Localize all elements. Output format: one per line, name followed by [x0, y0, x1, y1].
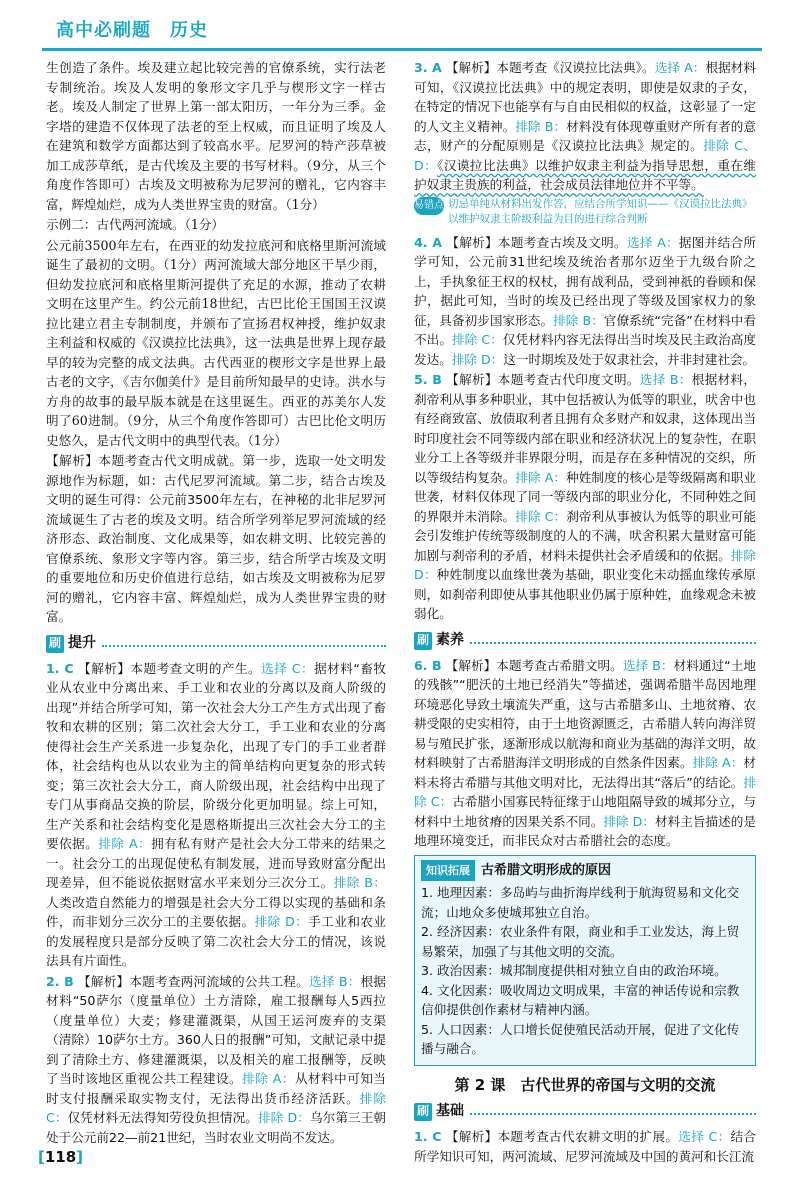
- answer-q6: 6. B 【解析】本题考查古希腊文明。选择 B：材料通过“土地的残骸”“肥沃的土地已经消失”等描述，强调希腊半岛因地理环境恶化导致土壤流失严重，这与古希腊多山、土地贫瘠、农耕受限的史实相符，由于土地资源匮乏，古希腊人转向海洋贸易与殖民扩张，逐渐形成以航海和商业为基础的海洋文明，故材料映射了古希腊海洋文明形成的自然条件因素。排除 A：材料未将古希腊与其他文明对比，无法得出其“落后”的结论。排除 C：古希腊小国寡民特征缘于山地阻隔导致的城邦分立，与材料中土地贫瘠的因果关系不同。排除 D：材料主旨描述的是地理环境变迁，而非民众对古希腊社会的态度。: [414, 657, 757, 848]
- knowledge-item: 2. 经济因素：农业条件有限，商业和手工业发达，海上贸易繁荣，加强了与其他文明的交流。: [421, 924, 740, 959]
- answer-number: 1. C: [414, 1129, 442, 1144]
- answer-q1: 1. C 【解析】本题考查文明的产生。选择 C：据材料“畜牧业从农业中分离出来、手工业和农业的分离以及商人阶级的出现”并结合所学可知，第一次社会大分工产生方式出现了畜牧和农耕的区别；第二次社会大分工，手工业和农业的分离使得社会生产关系进一步复杂化，出现了专门的手工业者群体，社会结构也从以农业为主的简单结构向更复杂的形式转变；第三次社会大分工，商人阶级出现，社会结构中出现了专门从事商品交换的阶层，阶级分化更加明显。综上可知，生产关系和社会结构变化是恩格斯提出三次社会大分工的主要依据。排除 A：拥有私有财产是社会大分工带来的结果之一。社会分工的出现促使私有制发展，进而导致财富分配出现差异，但不能说依据财富水平来划分三次分工。排除 B：人类改造自然能力的增强是社会大分工得以实现的基础和条件，而非划分三次分工的主要依据。排除 D：手工业和农业的发展程度只是部分反映了第二次社会大分工的情况，该说法具有片面性。: [46, 660, 387, 968]
- error-note: [414, 197, 756, 227]
- analysis-paragraph: 【解析】本题考查古代文明成就。第一步，选取一处文明发源地作为标题，如：古代尼罗河流域。第二步，结合古埃及文明的诞生可得：公元前3500年左右，在神秘的北非尼罗河流域诞生了古老的埃及文明。结合所学列举尼罗河流域的经济形态、政治制度、文化成果等，如农耕文明、比较完善的官僚系统、象形文字等内容。第三步，结合所学古埃及文明的重要地位和历史价值进行总结，如古埃及文明被称为尼罗河的赠礼，它内容丰富、辉煌灿烂，成为人类世界宝贵的财富。: [46, 453, 386, 624]
- section-header-suyang: [414, 630, 756, 652]
- header-rule: [42, 48, 762, 51]
- answer-paragraph: 示例二：古代两河流域。（1分）: [46, 217, 225, 232]
- note-badge: 易错点: [414, 197, 444, 215]
- knowledge-title: 古希腊文明形成的原因: [481, 862, 612, 878]
- answer-q4: 4. A 【解析】本题考查古埃及文明。选择 A：据图并结合所学可知，公元前31世纪埃及统治者那尔迈坐于九级台阶之上，手执象征王权的权杖，拥有战利品，受到神祇的眷顾和保护，据此可知，当时的埃及已经出现了等级及国家权力的象征，具备初步国家形态。排除 B：官僚系统“完备”在材料中看不出。排除 C：仅凭材料内容无法得出当时埃及民主政治高度发达。排除 D：这一时期埃及处于奴隶社会，并非封建社会。: [414, 234, 757, 367]
- answer-q3: 3. A 【解析】本题考查《汉谟拉比法典》。选择 A：根据材料可知，《汉谟拉比法典》中的规定表明，即使是奴隶的子女，在特定的情况下也能享有与自由民相似的权益，这彰显了一定的人文主义精神。排除 B：材料没有体现尊重财产所有者的意志，财产的分配原则是《汉谟拉比法典》规定的。排除 C、D：《汉谟拉比法典》以维护奴隶主利益为指导思想，重在维护奴隶主贵族的利益，社会成员法律地位并不平等。: [414, 60, 757, 192]
- answer-number: 4. A: [414, 234, 442, 250]
- answer-number: 6. B: [414, 657, 442, 673]
- knowledge-box: [414, 855, 756, 1066]
- section-badge: 刷: [414, 1103, 432, 1121]
- section-label: 基础: [436, 1103, 464, 1120]
- knowledge-tag: 知识拓展: [421, 860, 475, 882]
- section-label: 提升: [68, 634, 96, 651]
- section-badge: 刷: [46, 635, 64, 653]
- answer-number: 3. A: [414, 60, 442, 75]
- knowledge-item: 5. 人口因素：人口增长促使殖民活动开展，促进了文化传播与融合。: [421, 1021, 740, 1056]
- answer-q5: 5. B 【解析】本题考查古代印度文明。选择 B：根据材料，刹帝利从事多种职业，其中包括被认为低等的职业，吠舍中也有经商致富、放债取利者且拥有众多财产和奴隶，这体现出当时印度社会不同等级内部在职业和经济状况上的复杂性，在职业分工上各等级并非界限分明，而是存在多种情况的交织，所以等级结构复杂。排除 A：种姓制度的核心是等级隔离和职业世袭，材料仅体现了同一等级内部的职业分化，不同种姓之间的界限并未消除。排除 C：刹帝利从事被认为低等的职业可能会引发维护传统等级制度的人的不满，吠舍积累大量财富可能加剧与刹帝利的矛盾，材料未提供社会矛盾缓和的依据。排除 D：种姓制度以血缘世袭为基础，职业变化未动摇血缘传承原则，如刹帝利即使从事其他职业仍属于原种姓，血缘观念未被弱化。: [414, 372, 757, 621]
- lesson-title: 第 2 课 古代世界的帝国与文明的交流: [454, 1075, 716, 1094]
- section-header-tisheng: [46, 633, 386, 655]
- page-header: [42, 6, 762, 46]
- answer-number: 5. B: [414, 372, 442, 387]
- answer-paragraph: 公元前3500年左右，在西亚的幼发拉底河和底格里斯河流域诞生了最初的文明。（1分）两河流域大部分地区干旱少雨，但幼发拉底河和底格里斯河提供了充足的水源，推动了农耕文明在这里产生。约公元前18世纪，古巴比伦王国国王汉谟拉比建立君主专制制度，并颁布了宣扬君权神授，维护奴隶主利益和权威的《汉谟拉比法典》，这一法典是世界上现存最早的较为完整的成文法典。古代西亚的楔形文字是世界上最古老的文字，《吉尔伽美什》是目前所知最早的史诗。洪水与方舟的故事的最早版本就是在这里诞生。西亚的苏美尔人发明了60进制。（9分，从三个角度作答即可）古巴比伦文明历史悠久，是古代文明中的典型代表。（1分）: [46, 237, 386, 448]
- note-text: 切忌单纯从材料出发作答，应结合所学知识——《汉谟拉比法典》以维护奴隶主阶级利益为目的进行综合判断: [448, 197, 753, 225]
- left-column: [46, 58, 386, 1148]
- answer-number: 2. B: [46, 973, 74, 989]
- right-column: [414, 58, 756, 1167]
- knowledge-item: 1. 地理因素：多岛屿与曲折海岸线利于航海贸易和文化交流；山地众多使城邦独立自治。: [421, 885, 740, 920]
- knowledge-item: 4. 文化因素：吸收周边文明成果，丰富的神话传说和宗教信仰提供创作素材与精神内涵。: [421, 982, 740, 1017]
- section-label: 素养: [436, 631, 464, 648]
- section-header-jichu: [414, 1101, 756, 1123]
- knowledge-box-header: [421, 860, 749, 882]
- dotted-rule: [470, 1113, 756, 1115]
- answer-paragraph: 生创造了条件。埃及建立起比较完善的官僚系统，实行法老专制统治。埃及人发明的象形文字几乎与楔形文字一样古老。埃及人制定了世界上第一部太阳历，一年分为三季。金字塔的建造不仅体现了法老的至上权威，而且证明了埃及人在建筑和数学方面都达到了较高水平。尼罗河的特产莎草被加工成莎草纸，是古代埃及主要的书写材料。（9分，从三个角度作答即可）古埃及文明被称为尼罗河的赠礼，它内容丰富，辉煌灿烂，成为人类世界宝贵的财富。（1分）: [46, 60, 386, 212]
- answer-number: 1. C: [46, 660, 74, 676]
- knowledge-item: 3. 政治因素：城邦制度提供相对独立自由的政治环境。: [421, 963, 727, 978]
- section-badge: 刷: [414, 632, 432, 650]
- page-number: [118]: [38, 1148, 84, 1166]
- dotted-rule: [102, 645, 386, 647]
- header-title: 高中必刷题 历史: [56, 20, 208, 41]
- dotted-rule: [470, 642, 756, 644]
- answer-q2: 2. B 【解析】本题考查两河流域的公共工程。选择 B：根据材料“50萨尔（度量单位）土方清除，雇工报酬每人5西拉（度量单位）大麦；修建灌溉渠，从国王运河废弃的支渠（清除）10萨尔土方。360人日的报酬”可知，文献记录中提到了清除土方、修建灌溉渠，以及相关的雇工报酬等，反映了当时该地区重视公共工程建设。排除 A：从材料中可知当时支付报酬采取实物支付，无法得出货币经济活跃。排除 C：仅凭材料无法得知劳役负担情况。排除 D：乌尔第三王朝处于公元前22—前21世纪，当时农业文明尚不发达。: [46, 973, 387, 1145]
- answer-lesson2-q1: 1. C 【解析】本题考查古代农耕文明的扩展。选择 C：结合所学知识可知，两河流域、尼罗河流域及中国的黄河和长江流: [414, 1129, 756, 1164]
